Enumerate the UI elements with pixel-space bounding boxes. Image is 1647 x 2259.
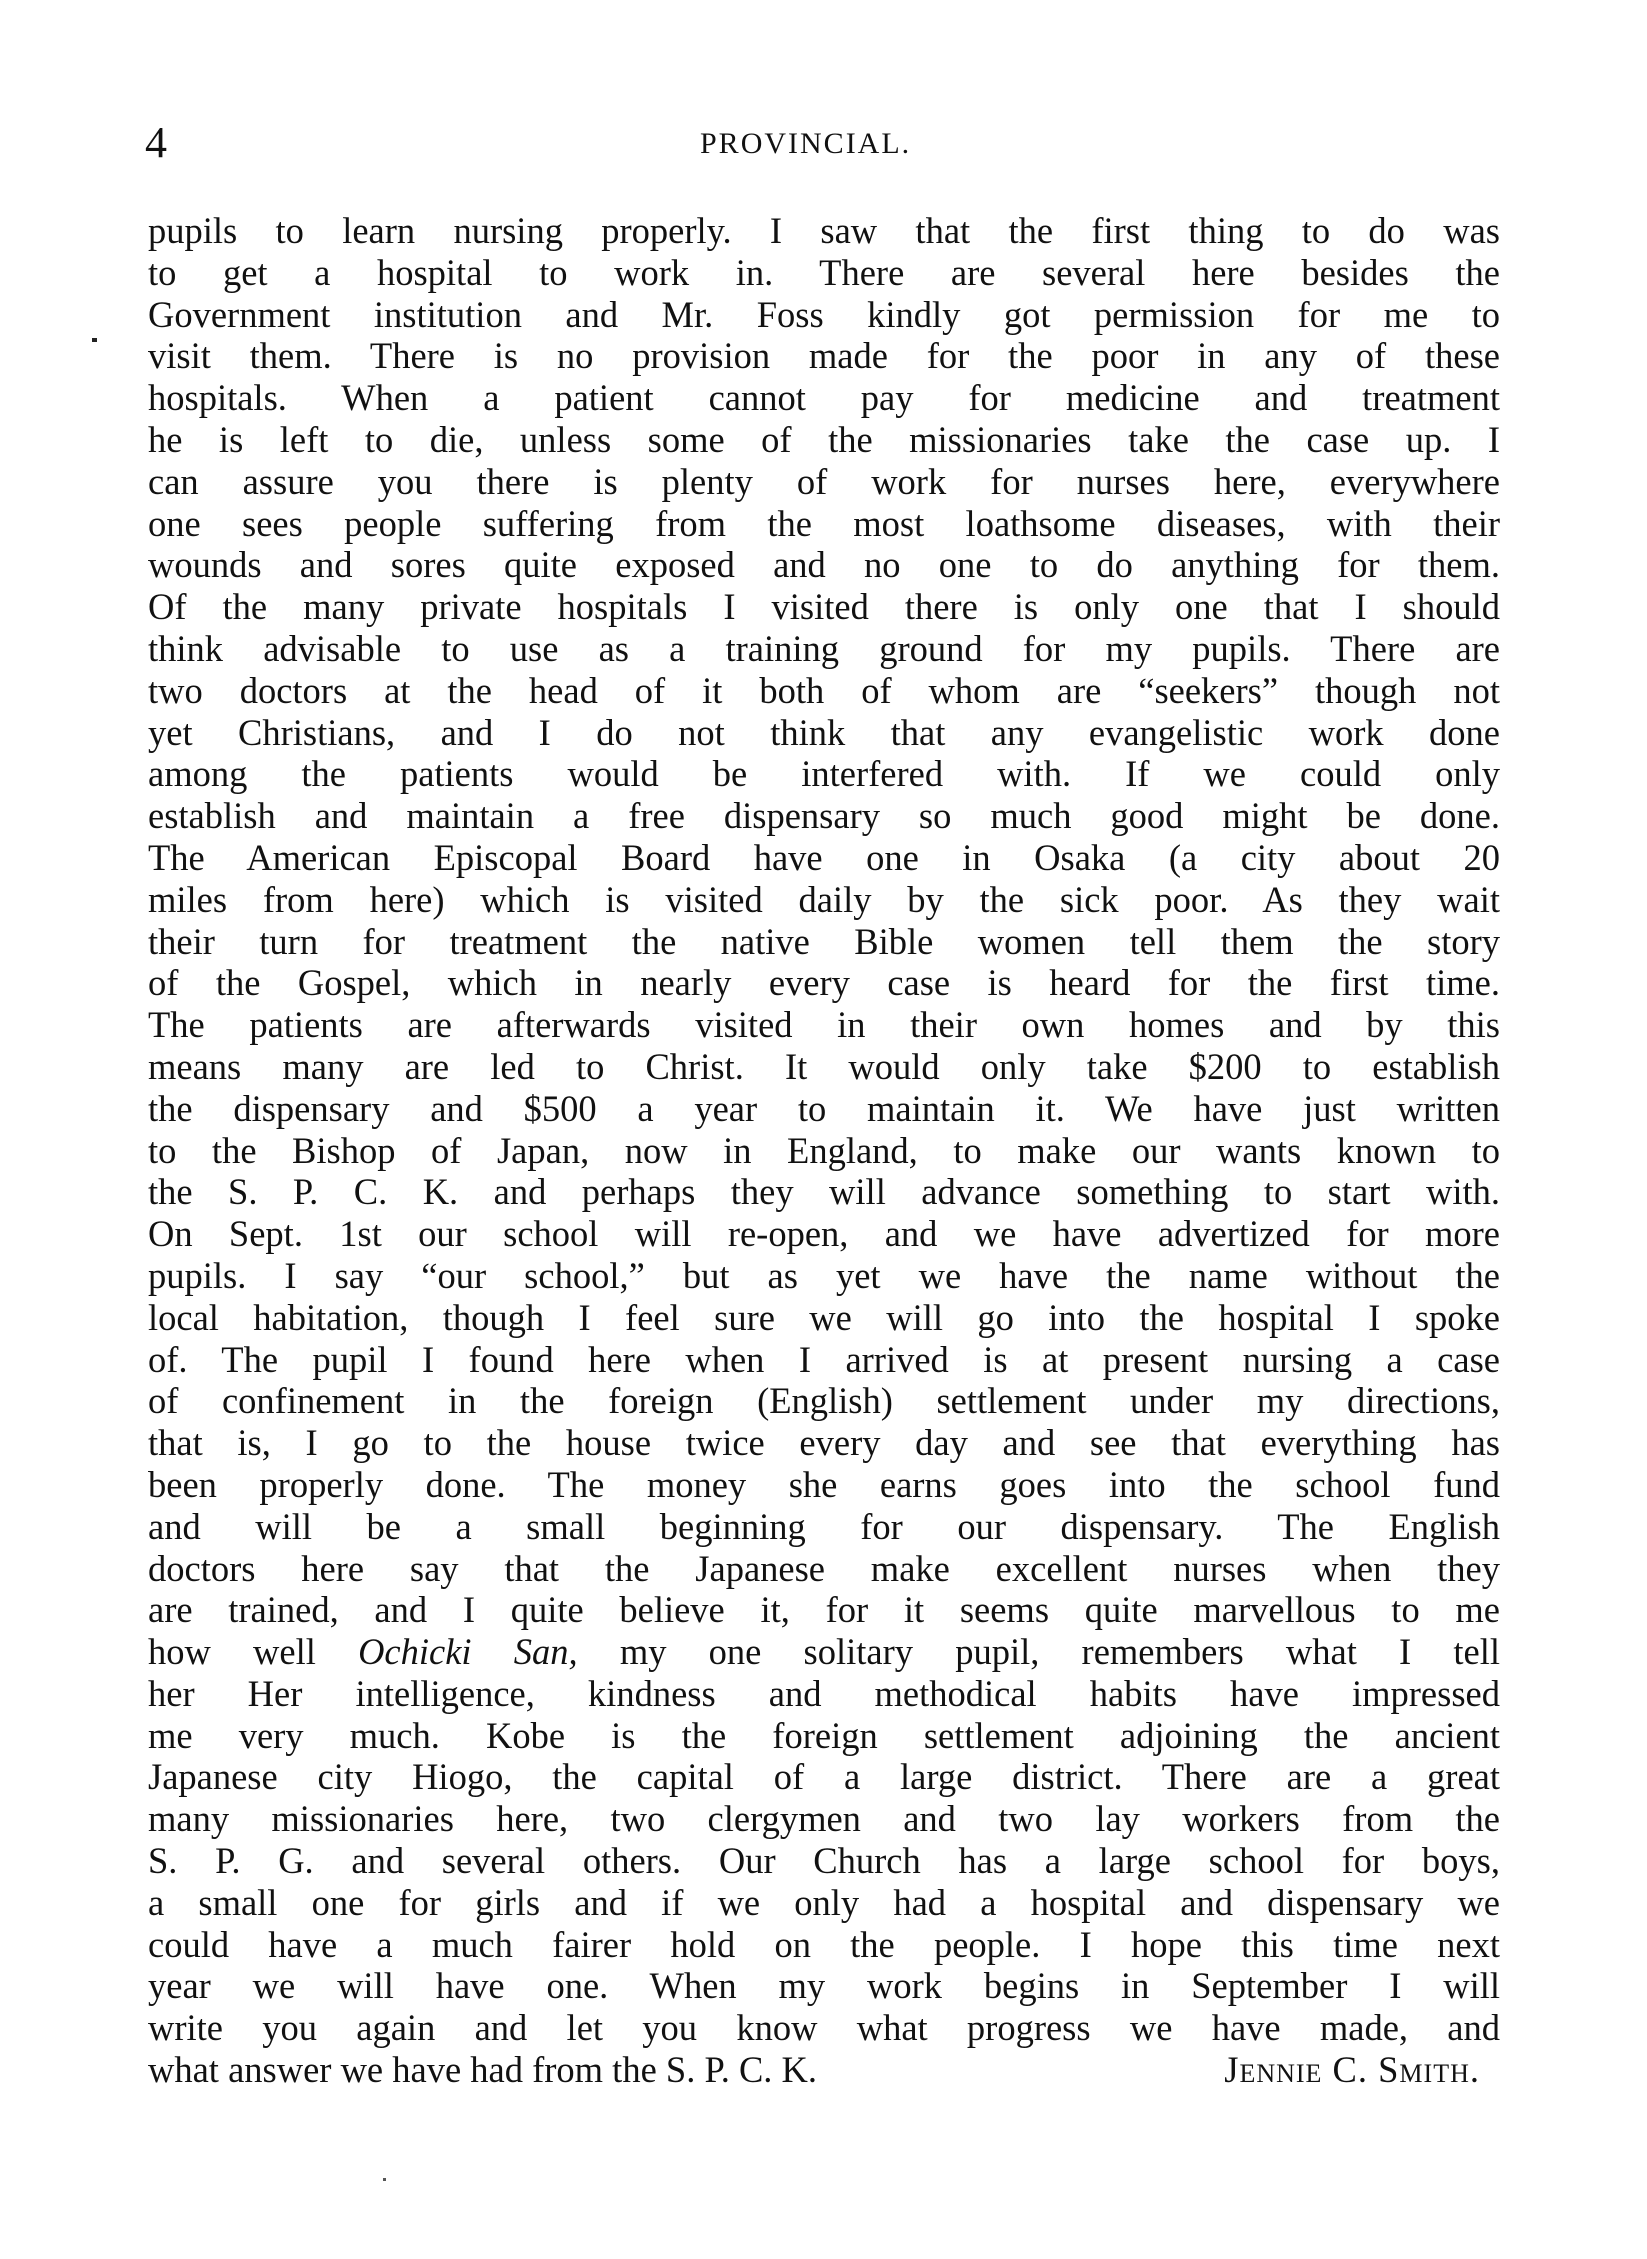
body-line: can assure you there is plenty of work for nurses here, everywhere	[148, 460, 1500, 502]
body-line: The American Episcopal Board have one in Osaka (a city about 20	[148, 836, 1500, 878]
body-line: means many are led to Christ. It would only take $200 to establish	[148, 1045, 1500, 1087]
body-line: of confinement in the foreign (English) settlement under my directions,	[148, 1380, 1500, 1422]
body-line: hospitals. When a patient cannot pay for medicine and treatment	[148, 377, 1500, 419]
body-line: to the Bishop of Japan, now in England, to make our wants known to	[148, 1129, 1500, 1171]
body-line: The patients are afterwards visited in their own homes and by this	[148, 1004, 1500, 1046]
body-line: Japanese city Hiogo, the capital of a large district. There are a great	[148, 1756, 1500, 1798]
letter-body	[148, 210, 1500, 2091]
body-line: yet Christians, and I do not think that any evangelistic work done	[148, 711, 1500, 753]
page-number: 4	[145, 118, 167, 167]
body-line: many missionaries here, two clergymen and two lay workers from the	[148, 1798, 1500, 1840]
body-line: establish and maintain a free dispensary so much good might be done.	[148, 795, 1500, 837]
body-line: a small one for girls and if we only had a hospital and dispensary we	[148, 1881, 1500, 1923]
body-line: doctors here say that the Japanese make excellent nurses when they	[148, 1547, 1500, 1589]
body-line-after-name: my one solitary pupil, remembers what I tell	[577, 1631, 1500, 1673]
body-line: the S. P. C. K. and perhaps they will advance something to start with.	[148, 1171, 1500, 1213]
body-line: that is, I go to the house twice every day and see that everything has	[148, 1422, 1500, 1464]
body-line: the dispensary and $500 a year to maintain it. We have just written	[148, 1087, 1500, 1129]
body-line: her Her intelligence, kindness and methodical habits have impressed	[148, 1672, 1500, 1714]
body-line-before-name: how well	[148, 1631, 359, 1673]
body-line: their turn for treatment the native Bible women tell them the story	[148, 920, 1500, 962]
body-line: local habitation, though I feel sure we will go into the hospital I spoke	[148, 1296, 1500, 1338]
signature: Jennie C. Smith.	[1224, 2049, 1480, 2091]
closing-text: what answer we have had from the S. P. C. K.	[148, 2049, 818, 2091]
body-line: On Sept. 1st our school will re-open, and we have advertized for more	[148, 1213, 1500, 1255]
closing-line	[148, 2049, 1500, 2091]
body-line: think advisable to use as a training ground for my pupils. There are	[148, 627, 1500, 669]
body-line: write you again and let you know what progress we have made, and	[148, 2007, 1500, 2049]
body-line: pupils. I say “our school,” but as yet we have the name without the	[148, 1254, 1500, 1296]
body-line: among the patients would be interfered with. If we could only	[148, 753, 1500, 795]
stray-mark	[383, 2178, 386, 2181]
body-line: two doctors at the head of it both of whom are “seekers” though not	[148, 669, 1500, 711]
body-line: pupils to learn nursing properly. I saw that the first thing to do was	[148, 210, 1500, 251]
body-line: of the Gospel, which in nearly every case is heard for the first time.	[148, 962, 1500, 1004]
body-line-with-name	[148, 1631, 1500, 1673]
body-line: S. P. G. and several others. Our Church has a large school for boys,	[148, 1840, 1500, 1882]
body-line: could have a much fairer hold on the people. I hope this time next	[148, 1923, 1500, 1965]
body-line: visit them. There is no provision made for the poor in any of these	[148, 335, 1500, 377]
body-line: wounds and sores quite exposed and no one to do anything for them.	[148, 544, 1500, 586]
body-line: he is left to die, unless some of the missionaries take the case up. I	[148, 418, 1500, 460]
body-line: one sees people suffering from the most loathsome diseases, with their	[148, 502, 1500, 544]
body-line: miles from here) which is visited daily by the sick poor. As they wait	[148, 878, 1500, 920]
body-line: been properly done. The money she earns goes into the school fund	[148, 1463, 1500, 1505]
body-line: year we will have one. When my work begins in September I will	[148, 1965, 1500, 2007]
body-line: of. The pupil I found here when I arrived is at present nursing a case	[148, 1338, 1500, 1380]
body-line: to get a hospital to work in. There are several here besides the	[148, 251, 1500, 293]
body-line: Of the many private hospitals I visited there is only one that I should	[148, 586, 1500, 628]
body-line: are trained, and I quite believe it, for it seems quite marvellous to me	[148, 1589, 1500, 1631]
margin-mark	[92, 338, 97, 342]
body-line: Government institution and Mr. Foss kindly got permission for me to	[148, 293, 1500, 335]
body-line: me very much. Kobe is the foreign settlement adjoining the ancient	[148, 1714, 1500, 1756]
running-head: PROVINCIAL.	[700, 127, 912, 160]
body-line: and will be a small beginning for our dispensary. The English	[148, 1505, 1500, 1547]
pupil-name: Ochicki San,	[358, 1631, 578, 1673]
